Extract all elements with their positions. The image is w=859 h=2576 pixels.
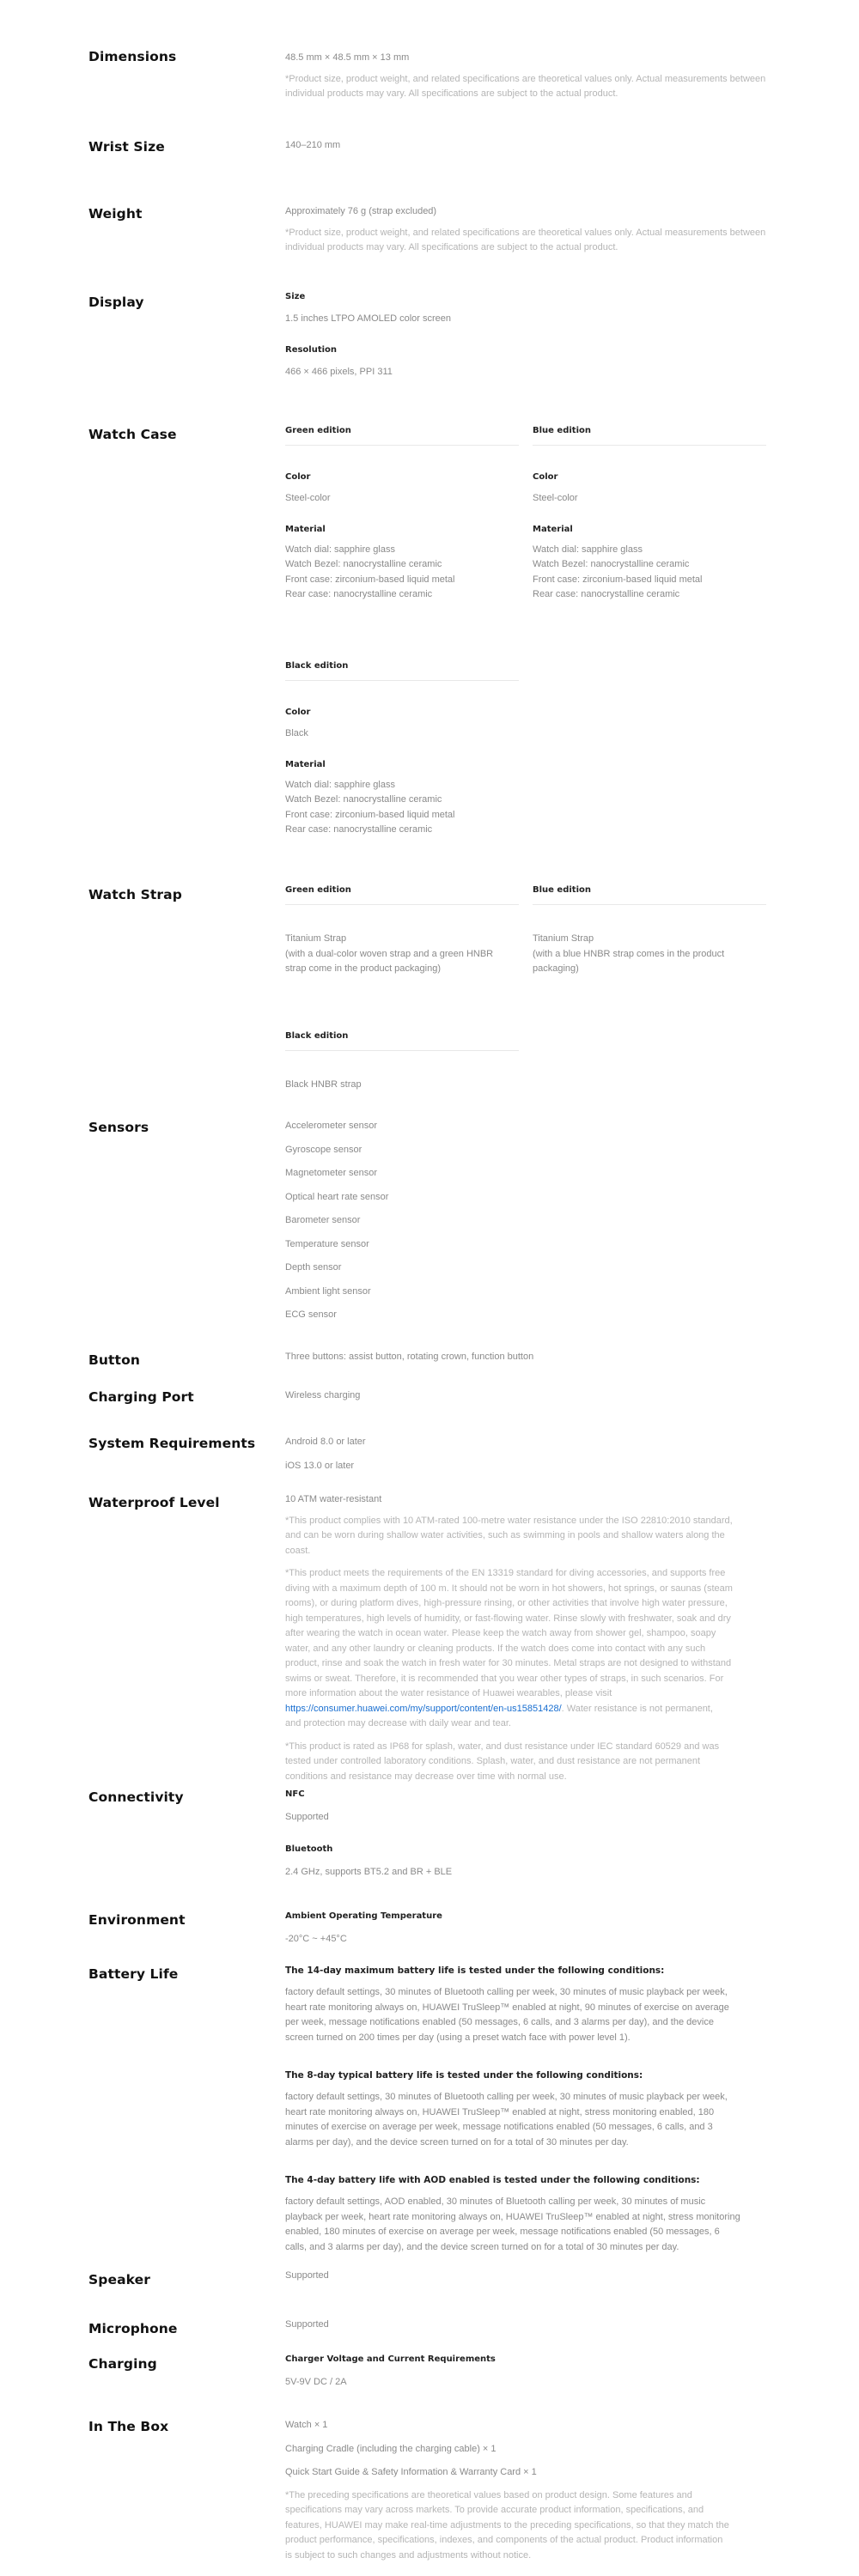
strap-line: (with a dual-color woven strap and a green HNBR (285, 948, 494, 959)
battery-block-text (285, 1985, 766, 2045)
charging-value: 5V-9V DC / 2A (285, 2377, 347, 2387)
display-size-title: Size (285, 292, 306, 301)
spec-value: 48.5 mm × 48.5 mm × 13 mm (285, 52, 410, 63)
strap-green-edition (285, 885, 519, 977)
strap-line: (with a blue HNBR strap comes in the product (533, 948, 725, 959)
material-item: Rear case: nanocrystalline ceramic (533, 589, 680, 599)
spec-label: Connectivity (88, 1789, 184, 1805)
material-item: Front case: zirconium-based liquid metal (285, 574, 455, 585)
box-item: Watch × 1 (285, 2420, 328, 2430)
battery-line: playback per week, heart rate monitoring always on, HUAWEI TruSleep™ enabled at night, stress monitoring (285, 2211, 740, 2222)
spec-value: Android 8.0 or later (285, 1437, 366, 1447)
strap-line: Black HNBR strap (285, 1079, 362, 1090)
nfc-title: NFC (285, 1789, 305, 1799)
strap-blue-edition (533, 885, 766, 977)
sensor-item: Accelerometer sensor (285, 1121, 377, 1131)
charging-title: Charger Voltage and Current Requirements (285, 2354, 496, 2364)
note-line: features, HUAWEI may make real-time adjustments to the preceding specifications, so that they match the (285, 2519, 729, 2530)
note-line: more information about the water resistance of Huawei wearables, please visit (285, 1688, 612, 1698)
strap-line: Titanium Strap (533, 933, 594, 944)
color-title: Color (285, 708, 311, 717)
spec-label: System Requirements (88, 1436, 256, 1451)
battery-line: calls, and 3 alarms per day), and the device screen turned on for a total of 30 minutes per day. (285, 2241, 679, 2252)
edition-title: Black edition (285, 1031, 519, 1051)
material-list (285, 778, 519, 838)
color-title: Color (285, 472, 311, 482)
waterproof-note-iso (285, 1514, 766, 1559)
sensor-item: Temperature sensor (285, 1238, 369, 1249)
spec-label: Environment (88, 1912, 186, 1928)
note-line: coast. (285, 1545, 311, 1556)
spec-value: 140–210 mm (285, 140, 341, 150)
display-resolution-value: 466 × 466 pixels, PPI 311 (285, 366, 393, 377)
waterproof-note-diving (285, 1566, 766, 1732)
display-resolution-title: Resolution (285, 344, 338, 355)
note-line: *The preceding specifications are theoretical values based on product design. Some features and (285, 2489, 692, 2500)
display-size-value: 1.5 inches LTPO AMOLED color screen (285, 313, 451, 324)
note-line-with-link (285, 1702, 766, 1717)
note-line: *This product meets the requirements of the EN 13319 standard for diving accessories, and supports free (285, 1568, 726, 1578)
battery-line: factory default settings, 30 minutes of Bluetooth calling per week, 30 minutes of music playback per week, (285, 2092, 728, 2102)
material-list (533, 543, 766, 603)
spec-label: Charging (88, 2356, 157, 2372)
note-line: high temperatures, high levels of humidity, or fast-flowing water. Rinse slowly with freshwater, soak and dry (285, 1613, 731, 1624)
battery-block-title: The 4-day battery life with AOD enabled is tested under the following conditions: (285, 2175, 700, 2185)
bluetooth-title: Bluetooth (285, 1844, 333, 1854)
battery-line: factory default settings, 30 minutes of Bluetooth calling per week, 30 minutes of music playback per week, (285, 1987, 728, 1997)
strap-description (533, 932, 766, 977)
spec-label: Battery Life (88, 1966, 179, 1982)
waterproof-note-ip68 (285, 1740, 766, 1785)
note-line: rooms), or during platform dives, high-pressure rinsing, or other activities that involve high water pressure, (285, 1598, 728, 1608)
edition-title: Blue edition (533, 885, 766, 905)
case-blue-edition (533, 426, 766, 603)
edition-title: Green edition (285, 885, 519, 905)
bluetooth-value: 2.4 GHz, supports BT5.2 and BR + BLE (285, 1866, 453, 1877)
edition-title: Blue edition (533, 426, 766, 446)
sensor-item: ECG sensor (285, 1309, 337, 1320)
spec-label: Speaker (88, 2272, 150, 2287)
spec-label: Dimensions (88, 49, 177, 64)
battery-line: heart rate monitoring always on, HUAWEI TruSleep™ enabled at night, 90 minutes of exercise on average (285, 2002, 729, 2013)
link-suffix: . Water resistance is not permanent, (561, 1703, 713, 1714)
material-title: Material (285, 524, 326, 534)
sensor-item: Gyroscope sensor (285, 1144, 362, 1155)
material-item: Watch dial: sapphire glass (285, 544, 395, 555)
spec-value: Three buttons: assist button, rotating crown, function button (285, 1352, 534, 1362)
spec-label: In The Box (88, 2419, 169, 2434)
spec-label: Microphone (88, 2321, 178, 2336)
spec-value: Wireless charging (285, 1390, 361, 1400)
water-resistance-support-link[interactable]: https://consumer.huawei.com/my/support/content/en-us15851428/ (285, 1703, 562, 1714)
strap-line: packaging) (533, 963, 579, 974)
material-item: Rear case: nanocrystalline ceramic (285, 824, 433, 835)
battery-line: screen turned on 200 times per day (using a preset watch face with power level 1). (285, 2032, 631, 2043)
color-title: Color (533, 472, 558, 482)
spec-label: Watch Case (88, 427, 177, 442)
strap-line: strap come in the product packaging) (285, 963, 441, 974)
color-value: Steel-color (285, 493, 331, 503)
spec-value: 10 ATM water-resistant (285, 1494, 382, 1504)
battery-line: per week, message notifications enabled (50 messages, 6 calls, and 3 alarms per day), and the device (285, 2017, 714, 2027)
spec-value: iOS 13.0 or later (285, 1460, 355, 1471)
nfc-value: Supported (285, 1812, 329, 1822)
battery-line: enabled, 180 minutes of exercise on average per week, message notifications enabled (50 messages, 6 (285, 2227, 720, 2237)
spec-note: *Product size, product weight, and related specifications are theoretical values only. Actual measurements between individual products may vary. All specifications are subject to the actual product. (285, 227, 766, 252)
spec-label: Charging Port (88, 1389, 194, 1405)
box-item: Charging Cradle (including the charging cable) × 1 (285, 2443, 497, 2454)
box-item: Quick Start Guide & Safety Information & Warranty Card × 1 (285, 2467, 537, 2477)
spec-value: Approximately 76 g (strap excluded) (285, 206, 437, 216)
note-line: product, rinse and soak the watch in fresh water for 30 minutes. Metal straps are not designed to withstand (285, 1658, 732, 1668)
material-title: Material (533, 524, 573, 534)
note-line: product performance, specifications, indexes, and components of the actual product. Product information (285, 2535, 723, 2545)
color-value: Black (285, 728, 308, 738)
environment-title: Ambient Operating Temperature (285, 1911, 442, 1921)
note-line: and protection may decrease with daily wear and tear. (285, 1718, 511, 1728)
material-title: Material (285, 759, 326, 769)
note-line: specifications may vary across markets. To provide accurate product information, specifications, and (285, 2505, 704, 2515)
spec-label: Wrist Size (88, 139, 165, 155)
material-item: Rear case: nanocrystalline ceramic (285, 589, 433, 599)
material-item: Front case: zirconium-based liquid metal (285, 809, 455, 820)
spec-label: Weight (88, 206, 143, 222)
sensor-item: Optical heart rate sensor (285, 1191, 389, 1202)
case-green-edition (285, 426, 519, 603)
spec-label: Sensors (88, 1120, 149, 1135)
note-line: after wearing the watch in ocean water. Please keep the watch away from shower gel, shampoo, soapy (285, 1628, 716, 1638)
battery-line: factory default settings, AOD enabled, 30 minutes of Bluetooth calling per week, 30 minutes of music (285, 2196, 706, 2207)
battery-block-text (285, 2195, 766, 2255)
sensor-item: Barometer sensor (285, 1215, 361, 1225)
edition-title: Green edition (285, 426, 519, 446)
spec-value: Supported (285, 2319, 329, 2330)
spec-label: Button (88, 1352, 140, 1368)
sensor-item: Ambient light sensor (285, 1285, 371, 1297)
sensor-item: Depth sensor (285, 1262, 342, 1273)
material-item: Watch Bezel: nanocrystalline ceramic (285, 559, 442, 569)
battery-block-text (285, 2090, 766, 2150)
strap-black-edition (285, 1031, 519, 1093)
box-disclaimer (285, 2488, 766, 2564)
strap-description (285, 1078, 519, 1093)
strap-line: Titanium Strap (285, 933, 347, 944)
material-item: Watch Bezel: nanocrystalline ceramic (285, 794, 442, 805)
color-value: Steel-color (533, 493, 578, 503)
note-line: conditions and resistance may decrease over time with normal use. (285, 1771, 567, 1782)
spec-label: Display (88, 295, 144, 310)
spec-label: Watch Strap (88, 887, 182, 902)
note-line: is subject to such changes and adjustments without notice. (285, 2549, 532, 2561)
note-line: *This product is rated as IP68 for splash, water, and dust resistance under IEC standard 60529 and was (285, 1741, 720, 1752)
material-item: Front case: zirconium-based liquid metal (533, 574, 703, 585)
spec-value: Supported (285, 2270, 329, 2281)
battery-block-title: The 8-day typical battery life is tested under the following conditions: (285, 2070, 643, 2081)
strap-description (285, 932, 519, 977)
material-item: Watch dial: sapphire glass (533, 544, 643, 555)
edition-title: Black edition (285, 661, 519, 681)
note-line: diving with a maximum depth of 100 m. It should not be worn in hot showers, hot springs, or saunas (steam (285, 1583, 733, 1594)
battery-line: minutes of exercise on average per week, message notifications enabled (50 messages, 6 calls, and 3 (285, 2122, 713, 2132)
note-line: tested under controlled laboratory conditions. Splash, water, and dust resistance are not permanent (285, 1756, 701, 1766)
battery-line: alarms per day), and the device screen turned on for a total of 30 minutes per day. (285, 2136, 629, 2148)
material-item: Watch dial: sapphire glass (285, 779, 395, 790)
sensor-list (285, 1115, 766, 1327)
battery-line: heart rate monitoring always on, HUAWEI TruSleep™ enabled at night, stress monitoring enabled, 180 (285, 2106, 715, 2117)
spec-label: Waterproof Level (88, 1495, 220, 1510)
environment-value: -20°C ~ +45°C (285, 1934, 347, 1944)
case-black-edition (285, 661, 519, 838)
spec-note: *Product size, product weight, and related specifications are theoretical values only. Actual measurements between individual products may vary. All specifications are subject to the actual product. (285, 73, 766, 99)
note-line: and can be worn during shallow water activities, such as swimming in pools and shallow waters along the (285, 1530, 725, 1540)
note-line: swims or sweat. Therefore, it is recommended that you wear other types of straps, in such scenarios. For (285, 1673, 724, 1684)
material-list (285, 543, 519, 603)
sensor-item: Magnetometer sensor (285, 1168, 377, 1178)
note-line: water, and any other laundry or cleaning products. If the watch does come into contact with any such (285, 1643, 706, 1654)
note-line: *This product complies with 10 ATM-rated 100-metre water resistance under the ISO 22810:2010 standard, (285, 1515, 733, 1526)
battery-block-title: The 14-day maximum battery life is tested under the following conditions: (285, 1965, 665, 1976)
material-item: Watch Bezel: nanocrystalline ceramic (533, 559, 690, 569)
